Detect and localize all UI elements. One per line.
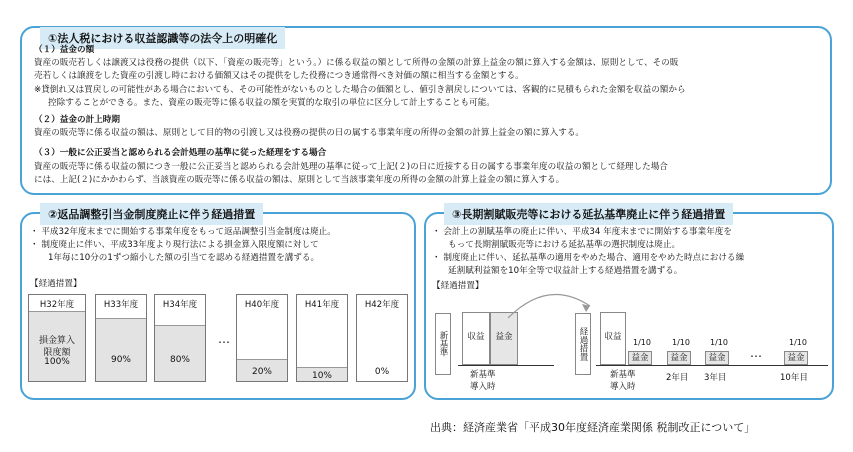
- new-standard-label: 新基準: [435, 313, 451, 375]
- year-value-h33: 90%: [110, 355, 131, 365]
- frac-2: 1/10: [672, 338, 690, 347]
- s1-note1: ※貸倒れ又は買戻しの可能性がある場合においても、その可能性がないものとした場合の価額とし、値引き割戻しについては、客観的に見積もられた金額を収益の額から: [34, 85, 686, 95]
- left-measure-label: 【経過措置】: [30, 279, 82, 289]
- transition-intro-1: 新基準: [610, 370, 636, 380]
- gain-year3: 益金: [705, 351, 729, 365]
- s2-heading: （２）益金の計上時期: [34, 115, 120, 125]
- s3-line1: 資産の販売等に係る収益の額につき一般に公正妥当と認められる会計処理の基準に従って上記(２)の日に近接する日の属する事業年度の収益の額として経理した場合: [34, 162, 668, 172]
- year-value-h34: 80%: [169, 355, 190, 365]
- transition-label: 経過措置: [575, 313, 591, 375]
- label-year10: 10年目: [780, 373, 808, 383]
- year-label-h34: H34年度: [162, 300, 198, 310]
- s1-line1: 資産の販売若しくは譲渡又は役務の提供（以下、「資産の販売等」という。）に係る収益の額として所得の金額の計算上益金の額に算入する金額は、原則として、その販: [34, 58, 679, 68]
- year-label-h42: H42年度: [364, 300, 400, 310]
- gain-year1: 益金: [628, 351, 652, 365]
- h32-inner-3: 100%: [44, 357, 70, 367]
- gain-year10: 益金: [784, 351, 808, 365]
- year-box-h40: [236, 294, 288, 382]
- s2-line1: 資産の販売等に係る収益の額は、原則として目的物の引渡し又は役務の提供の日の属する事業年度の所得の金額の計算上益金の額に算入する。: [34, 128, 585, 138]
- right-measure-label: 【経過措置】: [432, 281, 484, 291]
- year-box-h34: [154, 294, 206, 382]
- frac-10: 1/10: [789, 338, 807, 347]
- s1-heading: （１）益金の額: [34, 45, 95, 55]
- right-ellipsis: …: [750, 346, 762, 360]
- left-panel-title: ②返品調整引当金制度廃止に伴う経過措置: [40, 203, 263, 225]
- right-bullet-2b: 延割賦利益額を10年全等で収益計上する経過措置を講ずる。: [448, 266, 683, 276]
- new-std-baseline: [458, 365, 554, 366]
- left-ellipsis: …: [218, 332, 230, 346]
- left-bullet-1: ・ 平成32年度末までに開始する事業年度をもって返品調整引当金制度は廃止。: [30, 227, 336, 237]
- frac-1: 1/10: [633, 338, 651, 347]
- year-value-h42: 0%: [374, 367, 390, 377]
- new-std-revenue: 収益: [462, 312, 490, 365]
- source-citation: 出典：経済産業省「平成30年度経済産業関係 税制改正について」: [430, 421, 756, 434]
- s1-line2: 売若しくは譲渡をした資産の引渡し時における価額又はその提供をした役務につき通常得べき対価の額に相当する金額とする。: [34, 71, 524, 81]
- transition-baseline: [596, 365, 828, 366]
- new-std-intro-1: 新基準: [470, 370, 496, 380]
- year-box-h41: [296, 294, 348, 382]
- top-panel-title: ①法人税における収益認識等の法令上の明確化: [40, 27, 285, 49]
- right-bullet-1: ・ 会計上の割賦基準の廃止に伴い、平成34 年度末までに開始する事業年度を: [432, 227, 732, 237]
- transition-intro-2: 導入時: [610, 382, 636, 392]
- year-box-h33: [95, 294, 147, 382]
- h32-inner-1: 損金算入: [38, 336, 75, 346]
- new-std-gain: 益金: [490, 312, 518, 365]
- right-panel-title: ③長期割賦販売等における延払基準廃止に伴う経過措置: [444, 203, 733, 225]
- year-label-h33: H33年度: [103, 300, 139, 310]
- right-bullet-1b: もって長期割賦販売等における延払基準の選択制度は廃止。: [448, 240, 681, 250]
- year-label-h41: H41年度: [304, 300, 340, 310]
- year-box-h32: [28, 294, 86, 382]
- new-std-intro-2: 導入時: [470, 382, 496, 392]
- year-fill-h33: [96, 318, 146, 381]
- year-fill-h34: [155, 325, 205, 381]
- label-year3: 3年目: [704, 373, 727, 383]
- year-label-h40: H40年度: [244, 300, 280, 310]
- year-label-h32: H32年度: [39, 300, 75, 310]
- left-bullet-2b: 1年毎に10分の1ずつ縮小した額の引当てを認める経過措置を講ずる。: [48, 253, 320, 263]
- frac-3: 1/10: [710, 338, 728, 347]
- s3-heading: （３）一般に公正妥当と認められる会計処理の基準に従った経理をする場合: [34, 148, 327, 158]
- year-value-h40: 20%: [251, 367, 272, 377]
- gain-year2: 益金: [667, 351, 691, 365]
- transition-revenue: 収益: [600, 312, 626, 365]
- label-year2: 2年目: [666, 373, 689, 383]
- s1-note2: 控除することができる。また、資産の販売等に係る収益の額を実質的な取引の単位に区分して計上することも可能。: [48, 98, 495, 108]
- right-bullet-2: ・ 制度廃止に伴い、延払基準の適用をやめた場合、適用をやめた時点における繰: [432, 253, 745, 263]
- h32-inner-2: 限度額: [43, 348, 71, 358]
- year-box-h42: [356, 294, 408, 382]
- s3-line2: には、上記(２)にかかわらず、当該資産の販売等に係る収益の額は、原則として当該事業年度の所得の金額の計算上益金の額に算入する。: [34, 175, 565, 185]
- left-bullet-2: ・ 制度廃止に伴い、平成33年度より現行法による損金算入限度額に対して: [30, 240, 319, 250]
- year-value-h41: 10%: [311, 371, 332, 381]
